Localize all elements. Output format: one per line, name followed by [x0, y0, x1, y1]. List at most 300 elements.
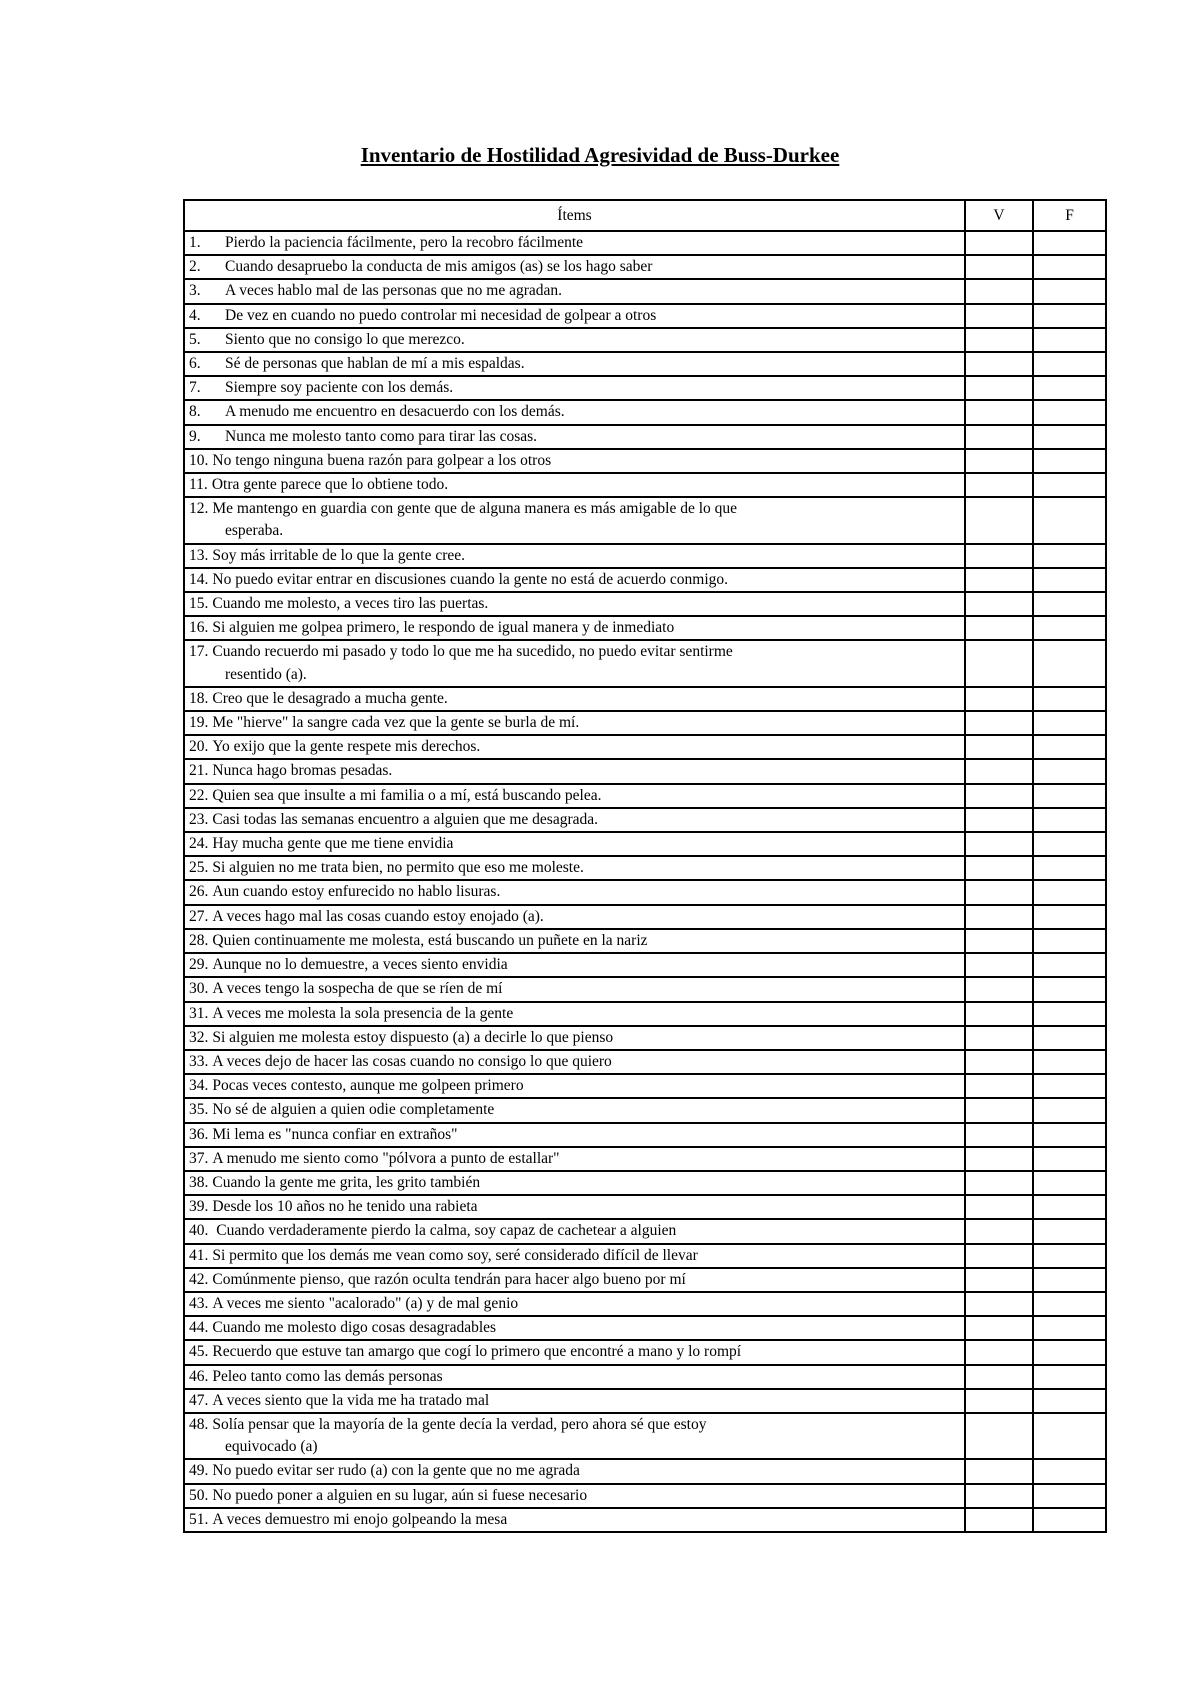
- item-text: Pierdo la paciencia fácilmente, pero la recobro fácilmente: [225, 234, 584, 251]
- answer-cell-f[interactable]: [1033, 568, 1106, 592]
- answer-cell-f[interactable]: [1033, 1268, 1106, 1292]
- item-number: 40.: [189, 1222, 209, 1240]
- item-text: No puedo evitar ser rudo (a) con la gente que no me agrada: [212, 1462, 580, 1480]
- item-cell: [184, 1340, 965, 1364]
- answer-cell-v[interactable]: [965, 449, 1033, 473]
- item-number: 6.: [189, 355, 201, 373]
- item-text: A veces me molesta la sola presencia de la gente: [212, 1004, 514, 1022]
- answer-cell-f[interactable]: [1033, 592, 1106, 616]
- answer-cell-f[interactable]: [1033, 497, 1106, 543]
- answer-cell-v[interactable]: [965, 1508, 1033, 1532]
- item-cell: [184, 832, 965, 856]
- answer-cell-v[interactable]: [965, 328, 1033, 352]
- answer-cell-v[interactable]: [965, 1171, 1033, 1195]
- item-cell: [184, 304, 965, 328]
- answer-cell-v[interactable]: [965, 231, 1033, 255]
- item-cell: [184, 735, 965, 759]
- item-cell: [184, 255, 965, 279]
- table-row: [184, 376, 1106, 400]
- item-cell: [184, 1147, 965, 1171]
- answer-cell-f[interactable]: [1033, 1340, 1106, 1364]
- item-number: 43.: [189, 1294, 209, 1312]
- item-number: 2.: [189, 258, 201, 276]
- answer-cell-v[interactable]: [965, 279, 1033, 303]
- table-row: [184, 400, 1106, 424]
- answer-cell-v[interactable]: [965, 640, 1033, 686]
- answer-cell-f[interactable]: [1033, 1098, 1106, 1122]
- item-number: 15.: [189, 595, 209, 613]
- item-number: 30.: [189, 980, 209, 998]
- table-row: [184, 687, 1106, 711]
- answer-cell-v[interactable]: [965, 1292, 1033, 1316]
- answer-cell-f[interactable]: [1033, 1292, 1106, 1316]
- item-text: Quien continuamente me molesta, está buscando un puñete en la nariz: [212, 931, 648, 949]
- table-body: [184, 231, 1106, 1532]
- item-cell: [184, 711, 965, 735]
- table-row: [184, 1050, 1106, 1074]
- item-cell: [184, 784, 965, 808]
- answer-cell-v[interactable]: [965, 1244, 1033, 1268]
- answer-cell-v[interactable]: [965, 352, 1033, 376]
- answer-cell-v[interactable]: [965, 1340, 1033, 1364]
- table-row: [184, 616, 1106, 640]
- answer-cell-f[interactable]: [1033, 1413, 1106, 1459]
- item-cell: [184, 977, 965, 1001]
- item-number: 50.: [189, 1486, 209, 1504]
- item-number: 36.: [189, 1125, 209, 1143]
- answer-cell-v[interactable]: [965, 929, 1033, 953]
- item-text: A veces me siento "acalorado" (a) y de mal genio: [212, 1294, 519, 1312]
- table-row: [184, 279, 1106, 303]
- item-cell: [184, 1244, 965, 1268]
- table-row: [184, 1365, 1106, 1389]
- item-number: 12.: [189, 500, 209, 518]
- answer-cell-v[interactable]: [965, 880, 1033, 904]
- item-text: Si permito que los demás me vean como soy, seré considerado difícil de llevar: [212, 1246, 698, 1264]
- item-number: 11.: [189, 476, 208, 494]
- answer-cell-v[interactable]: [965, 304, 1033, 328]
- table-row: [184, 1292, 1106, 1316]
- answer-cell-f[interactable]: [1033, 376, 1106, 400]
- item-cell: [184, 808, 965, 832]
- table-row: [184, 304, 1106, 328]
- item-text: A veces hablo mal de las personas que no me agradan.: [225, 282, 563, 300]
- answer-cell-f[interactable]: [1033, 1002, 1106, 1026]
- item-text: A veces demuestro mi enojo golpeando la mesa: [212, 1510, 508, 1528]
- item-text: Me "hierve" la sangre cada vez que la gente se burla de mí.: [212, 714, 580, 732]
- answer-cell-v[interactable]: [965, 1219, 1033, 1243]
- item-number: 47.: [189, 1391, 209, 1409]
- table-row: [184, 640, 1106, 686]
- table-row: [184, 1026, 1106, 1050]
- answer-cell-v[interactable]: [965, 1026, 1033, 1050]
- item-text: A veces tengo la sospecha de que se ríen de mí: [212, 980, 503, 998]
- item-cell: [184, 1098, 965, 1122]
- answer-cell-f[interactable]: [1033, 832, 1106, 856]
- item-text: Cuando verdaderamente pierdo la calma, soy capaz de cachetear a alguien: [212, 1222, 677, 1240]
- item-text: Recuerdo que estuve tan amargo que cogí lo primero que encontré a mano y lo rompí: [212, 1343, 742, 1361]
- answer-cell-v[interactable]: [965, 1123, 1033, 1147]
- item-number: 25.: [189, 859, 209, 877]
- table-row: [184, 1244, 1106, 1268]
- item-number: 9.: [189, 427, 201, 445]
- answer-cell-f[interactable]: [1033, 1508, 1106, 1532]
- table-row: [184, 449, 1106, 473]
- item-number: 48.: [189, 1415, 209, 1433]
- table-row: [184, 880, 1106, 904]
- table-row: [184, 832, 1106, 856]
- answer-cell-f[interactable]: [1033, 711, 1106, 735]
- answer-cell-v[interactable]: [965, 977, 1033, 1001]
- item-text: No puedo poner a alguien en su lugar, aún si fuese necesario: [212, 1486, 588, 1504]
- answer-cell-v[interactable]: [965, 735, 1033, 759]
- answer-cell-v[interactable]: [965, 1389, 1033, 1413]
- answer-cell-v[interactable]: [965, 1002, 1033, 1026]
- table-row: [184, 1316, 1106, 1340]
- item-number: 7.: [189, 379, 201, 397]
- answer-cell-v[interactable]: [965, 1459, 1033, 1483]
- table-row: [184, 1074, 1106, 1098]
- answer-cell-f[interactable]: [1033, 352, 1106, 376]
- answer-cell-f[interactable]: [1033, 808, 1106, 832]
- answer-cell-f[interactable]: [1033, 953, 1106, 977]
- item-cell: [184, 1074, 965, 1098]
- item-number: 34.: [189, 1077, 209, 1095]
- answer-cell-f[interactable]: [1033, 1459, 1106, 1483]
- item-number: 39.: [189, 1198, 209, 1216]
- item-number: 45.: [189, 1343, 209, 1361]
- item-number: 46.: [189, 1367, 209, 1385]
- answer-cell-v[interactable]: [965, 1268, 1033, 1292]
- answer-cell-f[interactable]: [1033, 687, 1106, 711]
- table-row: [184, 759, 1106, 783]
- item-number: 28.: [189, 931, 209, 949]
- table-row: [184, 473, 1106, 497]
- item-cell: [184, 929, 965, 953]
- item-number: 35.: [189, 1101, 209, 1119]
- answer-cell-f[interactable]: [1033, 231, 1106, 255]
- answer-cell-v[interactable]: [965, 473, 1033, 497]
- table-row: [184, 1219, 1106, 1243]
- item-cell: [184, 473, 965, 497]
- table-header-row: [184, 200, 1106, 231]
- item-cell: [184, 1026, 965, 1050]
- table-row: [184, 544, 1106, 568]
- table-row: [184, 1413, 1106, 1459]
- answer-cell-f[interactable]: [1033, 977, 1106, 1001]
- item-number: 13.: [189, 546, 209, 564]
- item-cell: [184, 1292, 965, 1316]
- item-text: Cuando la gente me grita, les grito también: [212, 1173, 481, 1191]
- table-row: [184, 905, 1106, 929]
- answer-cell-v[interactable]: [965, 1413, 1033, 1459]
- item-cell: [184, 279, 965, 303]
- item-text: Cuando recuerdo mi pasado y todo lo que me ha sucedido, no puedo evitar sentirme: [212, 643, 733, 661]
- item-number: 10.: [189, 451, 209, 469]
- item-cell: [184, 1002, 965, 1026]
- item-cell: [184, 880, 965, 904]
- item-cell: [184, 1050, 965, 1074]
- item-number: 18.: [189, 689, 209, 707]
- item-text: Cuando me molesto, a veces tiro las puertas.: [212, 595, 489, 613]
- item-cell: [184, 352, 965, 376]
- item-cell: [184, 1123, 965, 1147]
- answer-cell-v[interactable]: [965, 711, 1033, 735]
- item-number: 3.: [189, 282, 201, 300]
- answer-cell-f[interactable]: [1033, 400, 1106, 424]
- answer-cell-v[interactable]: [965, 568, 1033, 592]
- answer-cell-v[interactable]: [965, 497, 1033, 543]
- answer-cell-f[interactable]: [1033, 1316, 1106, 1340]
- answer-cell-f[interactable]: [1033, 1026, 1106, 1050]
- item-cell: [184, 425, 965, 449]
- item-text: Me mantengo en guardia con gente que de alguna manera es más amigable de lo que: [212, 500, 738, 518]
- item-cell: [184, 1316, 965, 1340]
- item-text: Mi lema es "nunca confiar en extraños": [212, 1125, 458, 1143]
- answer-cell-f[interactable]: [1033, 255, 1106, 279]
- item-cell: [184, 616, 965, 640]
- answer-cell-v[interactable]: [965, 1316, 1033, 1340]
- table-row: [184, 1195, 1106, 1219]
- answer-cell-v[interactable]: [965, 1098, 1033, 1122]
- item-number: 24.: [189, 835, 209, 853]
- item-cell: [184, 640, 965, 686]
- item-number: 29.: [189, 956, 209, 974]
- item-cell: [184, 1459, 965, 1483]
- item-text: A menudo me siento como "pólvora a punto de estallar": [212, 1149, 560, 1167]
- answer-cell-v[interactable]: [965, 953, 1033, 977]
- item-text: A veces siento que la vida me ha tratado mal: [212, 1391, 490, 1409]
- answer-cell-f[interactable]: [1033, 735, 1106, 759]
- answer-cell-f[interactable]: [1033, 449, 1106, 473]
- answer-cell-v[interactable]: [965, 832, 1033, 856]
- item-number: 27.: [189, 907, 209, 925]
- answer-cell-v[interactable]: [965, 1050, 1033, 1074]
- table-row: [184, 1123, 1106, 1147]
- item-text: Yo exijo que la gente respete mis derechos.: [212, 738, 481, 756]
- item-cell: [184, 497, 965, 543]
- answer-cell-f[interactable]: [1033, 759, 1106, 783]
- item-number: 26.: [189, 883, 209, 901]
- answer-cell-f[interactable]: [1033, 1147, 1106, 1171]
- answer-cell-v[interactable]: [965, 592, 1033, 616]
- item-number: 41.: [189, 1246, 209, 1264]
- item-number: 49.: [189, 1462, 209, 1480]
- answer-cell-f[interactable]: [1033, 1244, 1106, 1268]
- item-cell: [184, 905, 965, 929]
- item-text-continuation: equivocado (a): [225, 1438, 318, 1456]
- item-number: 14.: [189, 570, 209, 588]
- item-cell: [184, 1195, 965, 1219]
- item-cell: [184, 1484, 965, 1508]
- answer-cell-f[interactable]: [1033, 1074, 1106, 1098]
- answer-cell-v[interactable]: [965, 856, 1033, 880]
- answer-cell-f[interactable]: [1033, 1219, 1106, 1243]
- item-cell: [184, 1413, 965, 1459]
- table-row: [184, 568, 1106, 592]
- item-number: 22.: [189, 786, 209, 804]
- item-text: Peleo tanto como las demás personas: [212, 1367, 443, 1385]
- answer-cell-f[interactable]: [1033, 304, 1106, 328]
- answer-cell-f[interactable]: [1033, 1365, 1106, 1389]
- answer-cell-f[interactable]: [1033, 473, 1106, 497]
- answer-cell-v[interactable]: [965, 687, 1033, 711]
- item-cell: [184, 687, 965, 711]
- answer-cell-v[interactable]: [965, 544, 1033, 568]
- item-number: 42.: [189, 1270, 209, 1288]
- item-text: No sé de alguien a quien odie completamente: [212, 1101, 495, 1119]
- item-text: De vez en cuando no puedo controlar mi necesidad de golpear a otros: [225, 306, 657, 324]
- answer-cell-v[interactable]: [965, 616, 1033, 640]
- table-row: [184, 1147, 1106, 1171]
- item-text: Cuando me molesto digo cosas desagradables: [212, 1319, 497, 1337]
- item-text: Hay mucha gente que me tiene envidia: [212, 835, 454, 853]
- item-number: 4.: [189, 306, 201, 324]
- answer-cell-f[interactable]: [1033, 425, 1106, 449]
- item-text-continuation: resentido (a).: [225, 665, 307, 683]
- item-cell: [184, 1268, 965, 1292]
- item-number: 8.: [189, 403, 201, 421]
- item-text: Soy más irritable de lo que la gente cree.: [212, 546, 466, 564]
- answer-cell-f[interactable]: [1033, 1050, 1106, 1074]
- item-number: 19.: [189, 714, 209, 732]
- table-row: [184, 352, 1106, 376]
- item-number: 32.: [189, 1028, 209, 1046]
- answer-cell-f[interactable]: [1033, 616, 1106, 640]
- table-row: [184, 711, 1106, 735]
- item-text: Aunque no lo demuestre, a veces siento envidia: [212, 956, 508, 974]
- item-text: Si alguien me molesta estoy dispuesto (a) a decirle lo que pienso: [212, 1028, 614, 1046]
- item-text-continuation: esperaba.: [225, 522, 284, 540]
- item-text: No tengo ninguna buena razón para golpear a los otros: [212, 451, 552, 469]
- item-cell: [184, 231, 965, 255]
- table-row: [184, 735, 1106, 759]
- answer-cell-v[interactable]: [965, 1147, 1033, 1171]
- answer-cell-f[interactable]: [1033, 905, 1106, 929]
- answer-cell-f[interactable]: [1033, 640, 1106, 686]
- item-number: 5.: [189, 330, 201, 348]
- answer-cell-v[interactable]: [965, 1484, 1033, 1508]
- item-text: Quien sea que insulte a mi familia o a mí, está buscando pelea.: [212, 786, 602, 804]
- answer-cell-f[interactable]: [1033, 1389, 1106, 1413]
- answer-cell-f[interactable]: [1033, 929, 1106, 953]
- table-row: [184, 784, 1106, 808]
- item-text: Nunca hago bromas pesadas.: [212, 762, 393, 780]
- item-text: Desde los 10 años no he tenido una rabieta: [212, 1198, 478, 1216]
- item-cell: [184, 1389, 965, 1413]
- table-row: [184, 808, 1106, 832]
- item-number: 16.: [189, 619, 209, 637]
- table-row: [184, 328, 1106, 352]
- item-cell: [184, 1219, 965, 1243]
- table-row: [184, 977, 1106, 1001]
- answer-cell-v[interactable]: [965, 376, 1033, 400]
- answer-cell-f[interactable]: [1033, 328, 1106, 352]
- answer-cell-v[interactable]: [965, 425, 1033, 449]
- item-number: 44.: [189, 1319, 209, 1337]
- item-cell: [184, 449, 965, 473]
- table-row: [184, 231, 1106, 255]
- answer-cell-f[interactable]: [1033, 1484, 1106, 1508]
- answer-cell-f[interactable]: [1033, 856, 1106, 880]
- header-f: F: [1033, 200, 1106, 231]
- header-items: Ítems: [184, 200, 965, 231]
- table-row: [184, 1389, 1106, 1413]
- item-cell: [184, 953, 965, 977]
- item-cell: [184, 1508, 965, 1532]
- item-number: 31.: [189, 1004, 209, 1022]
- item-text: Si alguien no me trata bien, no permito que eso me moleste.: [212, 859, 584, 877]
- answer-cell-v[interactable]: [965, 808, 1033, 832]
- item-cell: [184, 592, 965, 616]
- answer-cell-f[interactable]: [1033, 279, 1106, 303]
- item-text: A menudo me encuentro en desacuerdo con los demás.: [225, 403, 565, 421]
- table-row: [184, 1459, 1106, 1483]
- answer-cell-f[interactable]: [1033, 784, 1106, 808]
- item-text: Otra gente parece que lo obtiene todo.: [211, 476, 449, 494]
- table-row: [184, 1340, 1106, 1364]
- answer-cell-v[interactable]: [965, 759, 1033, 783]
- table-row: [184, 1002, 1106, 1026]
- table-row: [184, 929, 1106, 953]
- answer-cell-v[interactable]: [965, 400, 1033, 424]
- item-cell: [184, 759, 965, 783]
- item-text: Pocas veces contesto, aunque me golpeen primero: [212, 1077, 524, 1095]
- table-row: [184, 1508, 1106, 1532]
- table-row: [184, 1268, 1106, 1292]
- item-text: Solía pensar que la mayoría de la gente decía la verdad, pero ahora sé que estoy: [212, 1415, 707, 1433]
- answer-cell-f[interactable]: [1033, 1171, 1106, 1195]
- answer-cell-f[interactable]: [1033, 1195, 1106, 1219]
- item-number: 20.: [189, 738, 209, 756]
- item-text: A veces hago mal las cosas cuando estoy enojado (a).: [212, 907, 544, 925]
- item-text: Aun cuando estoy enfurecido no hablo lisuras.: [212, 883, 501, 901]
- item-text: Creo que le desagrado a mucha gente.: [212, 689, 448, 707]
- item-number: 51.: [189, 1510, 209, 1528]
- item-text: Cuando desapruebo la conducta de mis amigos (as) se los hago saber: [225, 258, 653, 276]
- answer-cell-v[interactable]: [965, 1074, 1033, 1098]
- item-number: 23.: [189, 810, 209, 828]
- answer-cell-v[interactable]: [965, 784, 1033, 808]
- answer-cell-v[interactable]: [965, 255, 1033, 279]
- item-cell: [184, 856, 965, 880]
- answer-cell-v[interactable]: [965, 1195, 1033, 1219]
- item-text: Siempre soy paciente con los demás.: [225, 379, 454, 397]
- item-cell: [184, 1365, 965, 1389]
- table-row: [184, 255, 1106, 279]
- item-text: Sé de personas que hablan de mí a mis espaldas.: [225, 355, 525, 373]
- item-text: A veces dejo de hacer las cosas cuando no consigo lo que quiero: [212, 1052, 612, 1070]
- table-row: [184, 1484, 1106, 1508]
- table-row: [184, 1098, 1106, 1122]
- item-cell: [184, 1171, 965, 1195]
- item-cell: [184, 568, 965, 592]
- item-number: 21.: [189, 762, 209, 780]
- item-number: 38.: [189, 1173, 209, 1191]
- table-row: [184, 953, 1106, 977]
- answer-cell-v[interactable]: [965, 1365, 1033, 1389]
- table-row: [184, 592, 1106, 616]
- answer-cell-f[interactable]: [1033, 880, 1106, 904]
- item-text: No puedo evitar entrar en discusiones cuando la gente no está de acuerdo conmigo.: [212, 570, 728, 588]
- answer-cell-f[interactable]: [1033, 544, 1106, 568]
- item-text: Casi todas las semanas encuentro a alguien que me desagrada.: [212, 810, 599, 828]
- item-number: 33.: [189, 1052, 209, 1070]
- item-text: Si alguien me golpea primero, le respondo de igual manera y de inmediato: [212, 619, 675, 637]
- answer-cell-v[interactable]: [965, 905, 1033, 929]
- document-title: Inventario de Hostilidad Agresividad de Buss-Durkee: [360, 143, 840, 167]
- answer-cell-f[interactable]: [1033, 1123, 1106, 1147]
